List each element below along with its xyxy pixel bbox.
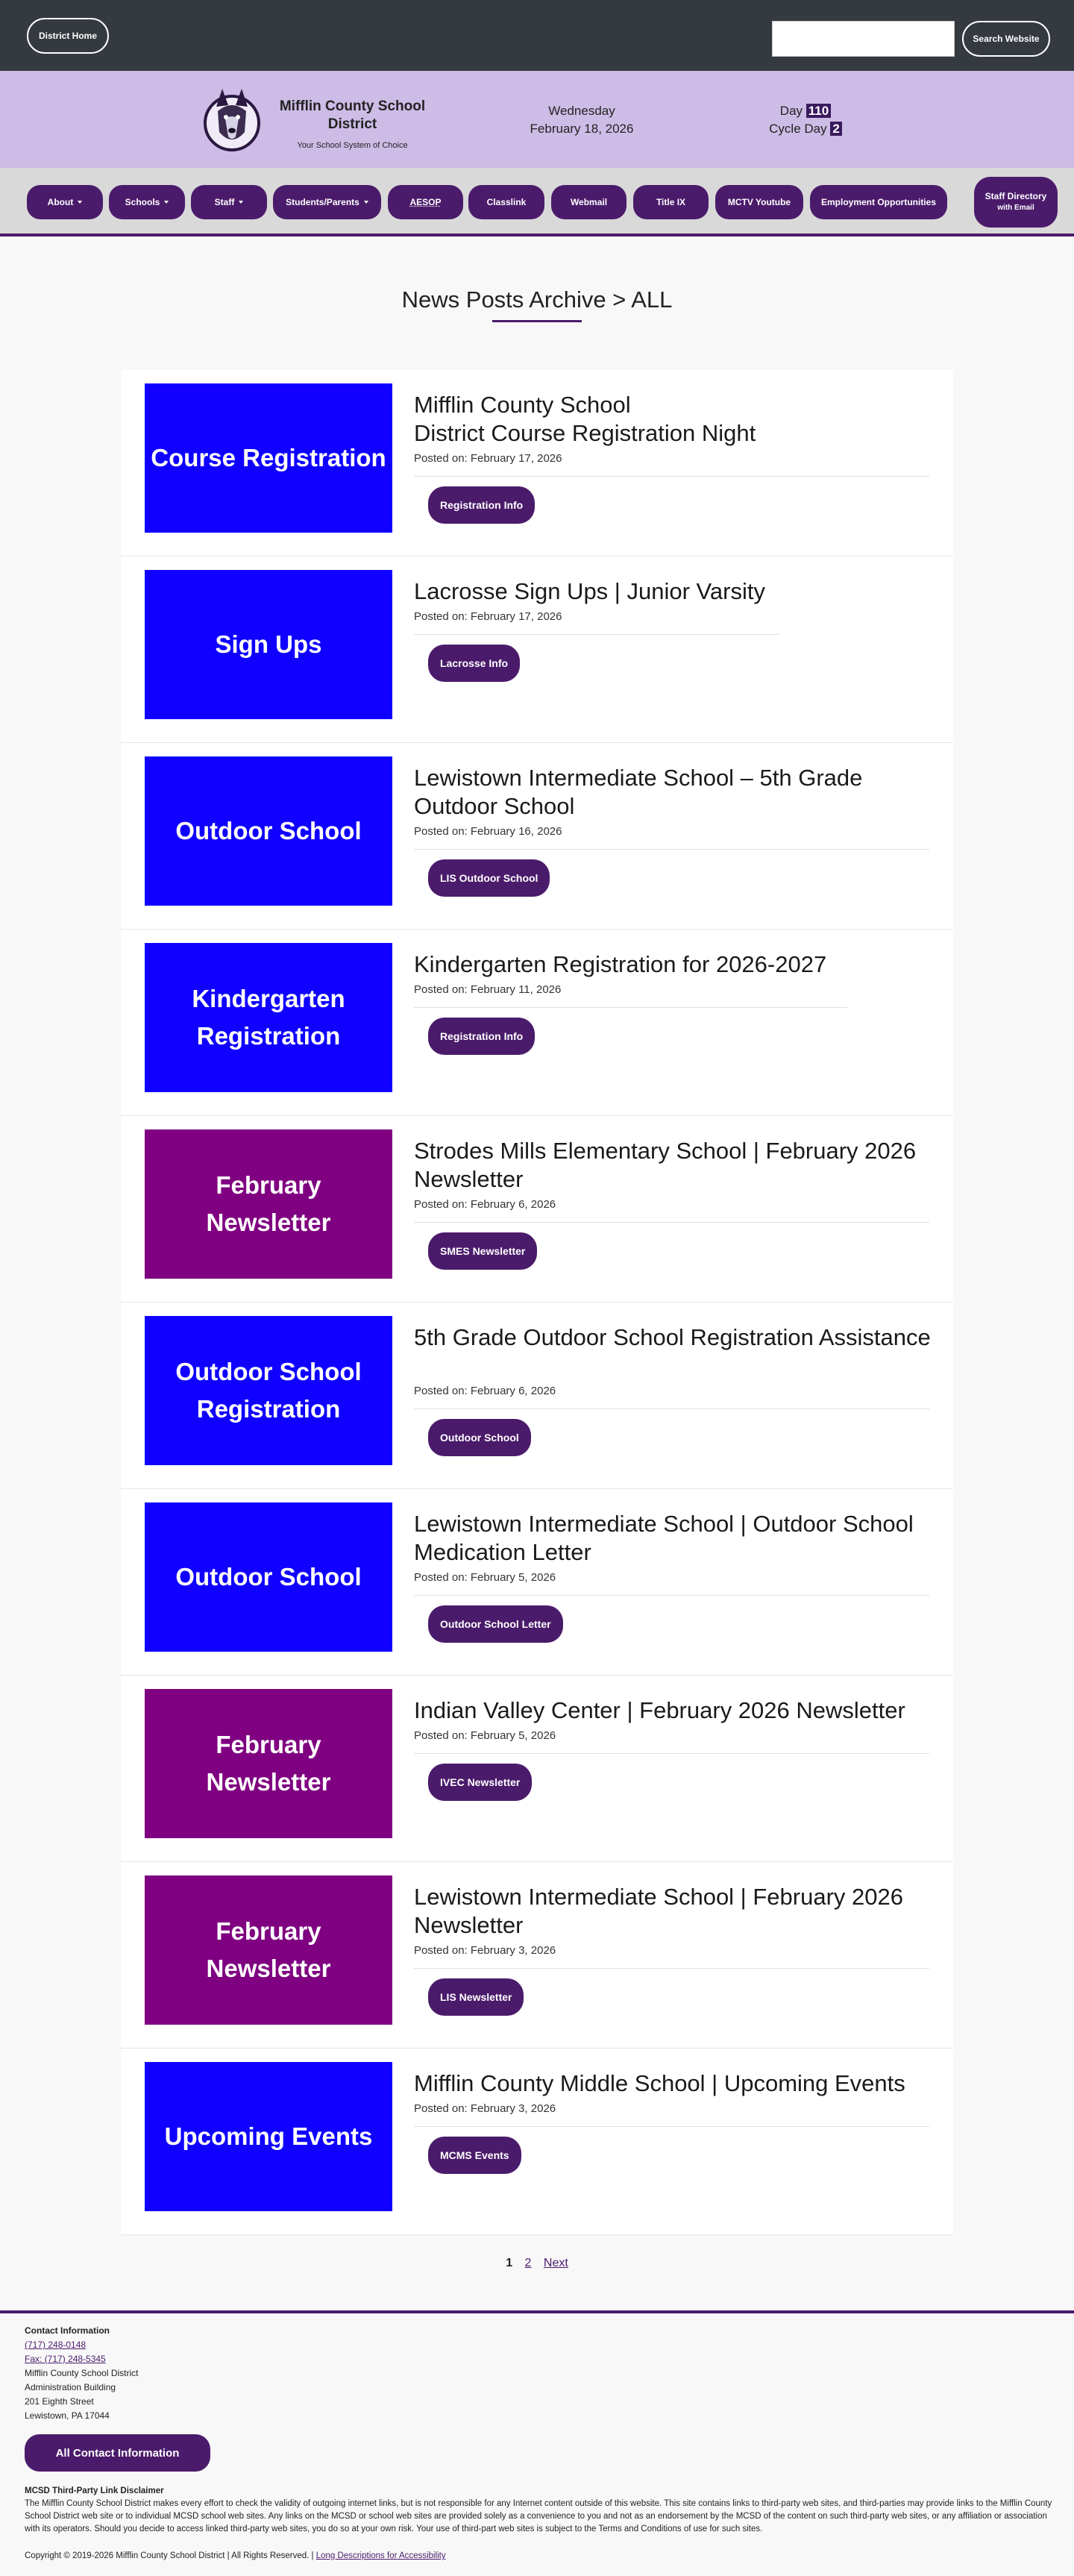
nav-label: About bbox=[47, 197, 74, 207]
footer-contact bbox=[25, 2324, 1054, 2423]
fax-link[interactable]: Fax: (717) 248-5345 bbox=[25, 2354, 106, 2364]
news-posts-list bbox=[121, 370, 953, 2235]
page-current: 1 bbox=[506, 2257, 513, 2269]
post-date: Posted on: February 11, 2026 bbox=[414, 983, 562, 996]
post-date: Posted on: February 6, 2026 bbox=[414, 1198, 556, 1211]
post-date: Posted on: February 17, 2026 bbox=[414, 452, 562, 465]
post-divider bbox=[414, 1222, 929, 1223]
news-post bbox=[121, 1862, 953, 2049]
news-post bbox=[121, 1303, 953, 1489]
caret-down-icon bbox=[78, 201, 82, 204]
post-thumbnail[interactable]: Course Registration bbox=[145, 383, 392, 533]
post-thumbnail[interactable]: Upcoming Events bbox=[145, 2062, 392, 2211]
post-thumbnail[interactable]: Outdoor School bbox=[145, 756, 392, 906]
news-post bbox=[121, 930, 953, 1116]
post-date: Posted on: February 3, 2026 bbox=[414, 1944, 556, 1957]
news-post bbox=[121, 2049, 953, 2235]
post-title[interactable]: 5th Grade Outdoor School Registration Assistance bbox=[414, 1324, 931, 1350]
nav-staff[interactable] bbox=[191, 185, 267, 219]
day-number: 110 bbox=[806, 104, 831, 118]
main-nav bbox=[0, 168, 1074, 236]
post-link-button[interactable]: Lacrosse Info bbox=[428, 645, 520, 682]
search-website-button[interactable]: Search Website bbox=[962, 21, 1050, 57]
post-divider bbox=[414, 1408, 929, 1409]
post-title[interactable]: Mifflin County Middle School | Upcoming Events bbox=[414, 2070, 905, 2096]
post-link-button[interactable]: MCMS Events bbox=[428, 2137, 521, 2174]
tagline: Your School System of Choice bbox=[297, 141, 408, 150]
all-contact-information-button[interactable]: All Contact Information bbox=[25, 2434, 210, 2472]
post-title[interactable]: Mifflin County School District Course Registration Night bbox=[414, 392, 756, 446]
post-title[interactable]: Lewistown Intermediate School | Outdoor School Medication Letter bbox=[414, 1511, 914, 1565]
news-post bbox=[121, 1489, 953, 1676]
husky-logo-icon[interactable] bbox=[203, 84, 261, 156]
post-date: Posted on: February 5, 2026 bbox=[414, 1571, 556, 1584]
cycle-day-info bbox=[746, 102, 865, 138]
staff-directory-button[interactable] bbox=[974, 177, 1058, 228]
nav-about[interactable] bbox=[27, 185, 103, 219]
news-post bbox=[121, 370, 953, 557]
news-post bbox=[121, 1116, 953, 1303]
next-page-link[interactable]: Next bbox=[543, 2257, 568, 2269]
contact-heading: Contact Information bbox=[25, 2325, 110, 2336]
post-divider bbox=[414, 1595, 929, 1596]
post-thumbnail[interactable]: Outdoor School bbox=[145, 1502, 392, 1652]
page-2-link[interactable]: 2 bbox=[524, 2257, 532, 2269]
post-divider bbox=[414, 2126, 929, 2127]
caret-down-icon bbox=[364, 201, 368, 204]
post-link-button[interactable]: Outdoor School bbox=[428, 1419, 531, 1456]
post-thumbnail[interactable]: February Newsletter bbox=[145, 1689, 392, 1838]
caret-down-icon bbox=[164, 201, 169, 204]
copyright bbox=[25, 2551, 1054, 2560]
post-date: Posted on: February 3, 2026 bbox=[414, 2102, 556, 2115]
nav-label: Students/Parents bbox=[286, 197, 359, 207]
post-divider bbox=[414, 634, 779, 635]
news-post bbox=[121, 743, 953, 930]
nav-schools[interactable] bbox=[109, 185, 185, 219]
staff-directory-sublabel: with Email bbox=[997, 204, 1034, 212]
date: February 18, 2026 bbox=[530, 122, 634, 136]
post-divider bbox=[414, 476, 929, 477]
address-line: Mifflin County School District bbox=[25, 2368, 139, 2378]
footer-divider bbox=[0, 2310, 1074, 2313]
nav-aesop[interactable]: AESOP bbox=[388, 185, 463, 219]
post-divider bbox=[414, 1753, 929, 1754]
disclaimer-heading: MCSD Third-Party Link Disclaimer bbox=[25, 2486, 164, 2495]
post-divider bbox=[414, 849, 929, 850]
post-title[interactable]: Lewistown Intermediate School – 5th Grade Outdoor School bbox=[414, 765, 863, 819]
nav-title-ix[interactable]: Title IX bbox=[633, 185, 709, 219]
nav-mctv-youtube[interactable]: MCTV Youtube bbox=[715, 185, 803, 219]
address-line: 201 Eighth Street bbox=[25, 2396, 94, 2407]
title-underline bbox=[492, 320, 582, 322]
address-line: Lewistown, PA 17044 bbox=[25, 2410, 110, 2421]
post-thumbnail[interactable]: Outdoor School Registration bbox=[145, 1316, 392, 1465]
search-input[interactable] bbox=[772, 21, 955, 57]
day-label: Day bbox=[779, 104, 803, 118]
post-thumbnail[interactable]: February Newsletter bbox=[145, 1129, 392, 1279]
post-thumbnail[interactable]: Kindergarten Registration bbox=[145, 943, 392, 1092]
post-title[interactable]: Lacrosse Sign Ups | Junior Varsity bbox=[414, 578, 765, 604]
nav-label: Staff bbox=[214, 197, 235, 207]
post-link-button[interactable]: LIS Outdoor School bbox=[428, 859, 550, 897]
copyright-text: Copyright © 2019-2026 Mifflin County School District | All Rights Reserved. | bbox=[25, 2551, 314, 2560]
third-party-disclaimer bbox=[25, 2485, 1054, 2536]
news-post bbox=[121, 557, 953, 743]
post-thumbnail[interactable]: February Newsletter bbox=[145, 1875, 392, 2025]
post-divider bbox=[414, 1007, 847, 1008]
post-date: Posted on: February 16, 2026 bbox=[414, 825, 562, 838]
school-name: Mifflin County School District bbox=[279, 98, 426, 132]
post-link-button[interactable]: Registration Info bbox=[428, 1018, 535, 1055]
nav-classlink[interactable]: Classlink bbox=[468, 185, 544, 219]
nav-webmail[interactable]: Webmail bbox=[551, 185, 626, 219]
cycle-day-number: 2 bbox=[830, 122, 841, 136]
weekday: Wednesday bbox=[548, 104, 615, 118]
page-title: News Posts Archive > ALL bbox=[401, 286, 673, 313]
pagination bbox=[0, 2257, 1074, 2270]
caret-down-icon bbox=[239, 201, 243, 204]
post-date: Posted on: February 17, 2026 bbox=[414, 610, 562, 623]
post-link-button[interactable]: Registration Info bbox=[428, 486, 535, 524]
header-band bbox=[0, 71, 1074, 168]
cycle-day-label: Cycle Day bbox=[769, 122, 827, 136]
post-link-button[interactable]: IVEC Newsletter bbox=[428, 1764, 532, 1801]
post-thumbnail[interactable]: Sign Ups bbox=[145, 570, 392, 719]
nav-label: Schools bbox=[125, 197, 160, 207]
staff-directory-label: Staff Directory bbox=[984, 191, 1047, 201]
disclaimer-text: The Mifflin County School District makes every effort to check the validity of outgoing internet links, but is not responsible for any Internet content outside of this website. This site contains links to third-party web sites, and third-parties may provide links to the Mifflin County School District web site or to individual MCSD school web sites. Any links on the MCSD or school web sites are provided solely as a convenience to you and not as an endorsement by the MCSD of the content on such third-party web sites, or any affiliation or association with its operators. Should you decide to access linked third-party web sites, you do so at your own risk. Your use of third-part web sites is subject to the Terms and Conditions of use for such sites. bbox=[25, 2499, 1052, 2533]
post-divider bbox=[414, 1968, 929, 1969]
news-post bbox=[121, 1676, 953, 1862]
nav-students-parents[interactable] bbox=[273, 185, 381, 219]
post-title[interactable]: Strodes Mills Elementary School | February 2026 Newsletter bbox=[414, 1138, 917, 1192]
post-date: Posted on: February 5, 2026 bbox=[414, 1729, 556, 1742]
address-line: Administration Building bbox=[25, 2382, 116, 2392]
accessibility-link[interactable]: Long Descriptions for Accessibility bbox=[315, 2551, 446, 2560]
post-title[interactable]: Kindergarten Registration for 2026-2027 bbox=[414, 951, 827, 977]
post-link-button[interactable]: SMES Newsletter bbox=[428, 1232, 537, 1270]
post-link-button[interactable]: Outdoor School Letter bbox=[428, 1605, 563, 1643]
phone-link[interactable]: (717) 248-0148 bbox=[25, 2340, 87, 2350]
district-home-button[interactable]: District Home bbox=[27, 18, 109, 54]
current-date bbox=[507, 102, 656, 138]
top-bar bbox=[0, 0, 1074, 71]
post-title[interactable]: Lewistown Intermediate School | February 2026 Newsletter bbox=[414, 1884, 903, 1938]
post-date: Posted on: February 6, 2026 bbox=[414, 1385, 556, 1397]
post-title[interactable]: Indian Valley Center | February 2026 Newsletter bbox=[414, 1697, 905, 1723]
post-link-button[interactable]: LIS Newsletter bbox=[428, 1978, 524, 2016]
nav-employment-opportunities[interactable]: Employment Opportunities bbox=[810, 185, 947, 219]
